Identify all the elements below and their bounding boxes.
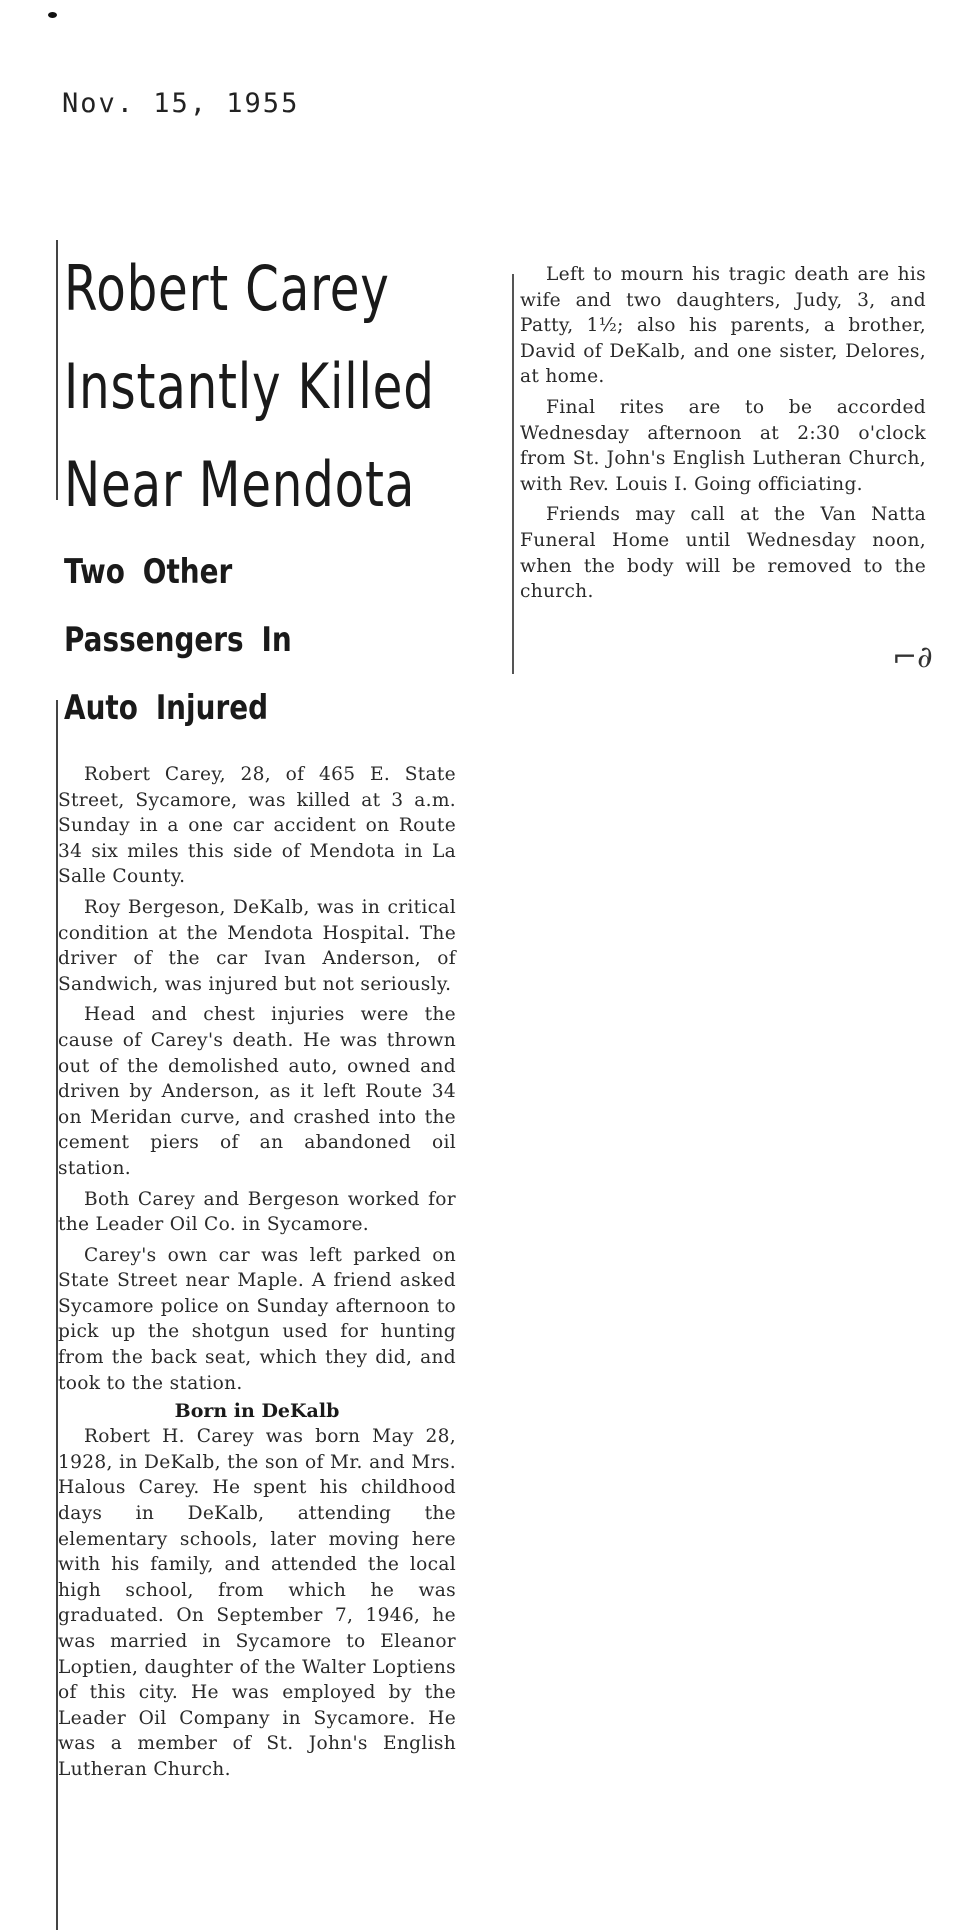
body-paragraph: Final rites are to be accorded Wednesday afternoon at 2:30 o'clock from St. John's English Lutheran Church, with Rev. Louis I. Going officiating. [520, 396, 926, 495]
body-paragraph: Roy Bergeson, DeKalb, was in critical condition at the Mendota Hospital. The driver of the car Ivan Anderson, of Sandwich, was injured but not seriously. [58, 896, 456, 995]
column-rule [512, 274, 514, 674]
subhead-line: Passengers In [64, 620, 292, 660]
body-paragraph: Both Carey and Bergeson worked for the Leader Oil Co. in Sycamore. [58, 1188, 456, 1236]
article-headline [64, 240, 470, 534]
subhead-line: Auto Injured [64, 688, 269, 728]
column-rule [56, 240, 58, 500]
handwritten-mark-icon: ⌐∂ [892, 640, 933, 675]
subhead-line: Two Other [64, 552, 233, 592]
ink-speck [48, 12, 57, 18]
article-body-left [58, 762, 456, 1783]
clipping-date: Nov. 15, 1955 [62, 88, 300, 119]
body-paragraph: Left to mourn his tragic death are his wife and two daughters, Judy, 3, and Patty, 1½; also his parents, a brother, David of DeKalb, and one sister, Delores, at home. [520, 264, 926, 388]
body-paragraph: Friends may call at the Van Natta Funeral Home until Wednesday noon, when the body will be removed to the church. [520, 504, 926, 603]
body-paragraph: Carey's own car was left parked on State Street near Maple. A friend asked Sycamore police on Sunday afternoon to pick up the shotgun used for hunting from the back seat, which they did, and took to the station. [58, 1244, 456, 1394]
subsection-heading: Born in DeKalb [174, 1400, 340, 1423]
article-subhead [64, 538, 458, 742]
headline-line: Robert Carey [64, 252, 390, 325]
body-paragraph: Robert Carey, 28, of 465 E. State Street, Sycamore, was killed at 3 a.m. Sunday in a one car accident on Route 34 six miles this side of Mendota in La Salle County. [58, 764, 456, 888]
article-left-column [56, 240, 456, 1930]
headline-line: Near Mendota [64, 448, 416, 521]
body-paragraph: Robert H. Carey was born May 28, 1928, in DeKalb, the son of Mr. and Mrs. Halous Carey. He spent his childhood days in DeKalb, attending the elementary schools, later moving here with his family, and attended the local high school, from which he was graduated. On September 7, 1946, he was married in Sycamore to Eleanor Loptien, daughter of the Walter Loptiens of this city. He was employed by the Leader Oil Company in Sycamore. He was a member of St. John's English Lutheran Church. [58, 1426, 456, 1780]
headline-line: Instantly Killed [64, 350, 435, 423]
article-right-column [520, 262, 933, 675]
body-paragraph: Head and chest injuries were the cause of Carey's death. He was thrown out of the demolished auto, owned and driven by Anderson, as it left Route 34 on Meridan curve, and crashed into the cement piers of an abandoned oil station. [58, 1004, 456, 1179]
